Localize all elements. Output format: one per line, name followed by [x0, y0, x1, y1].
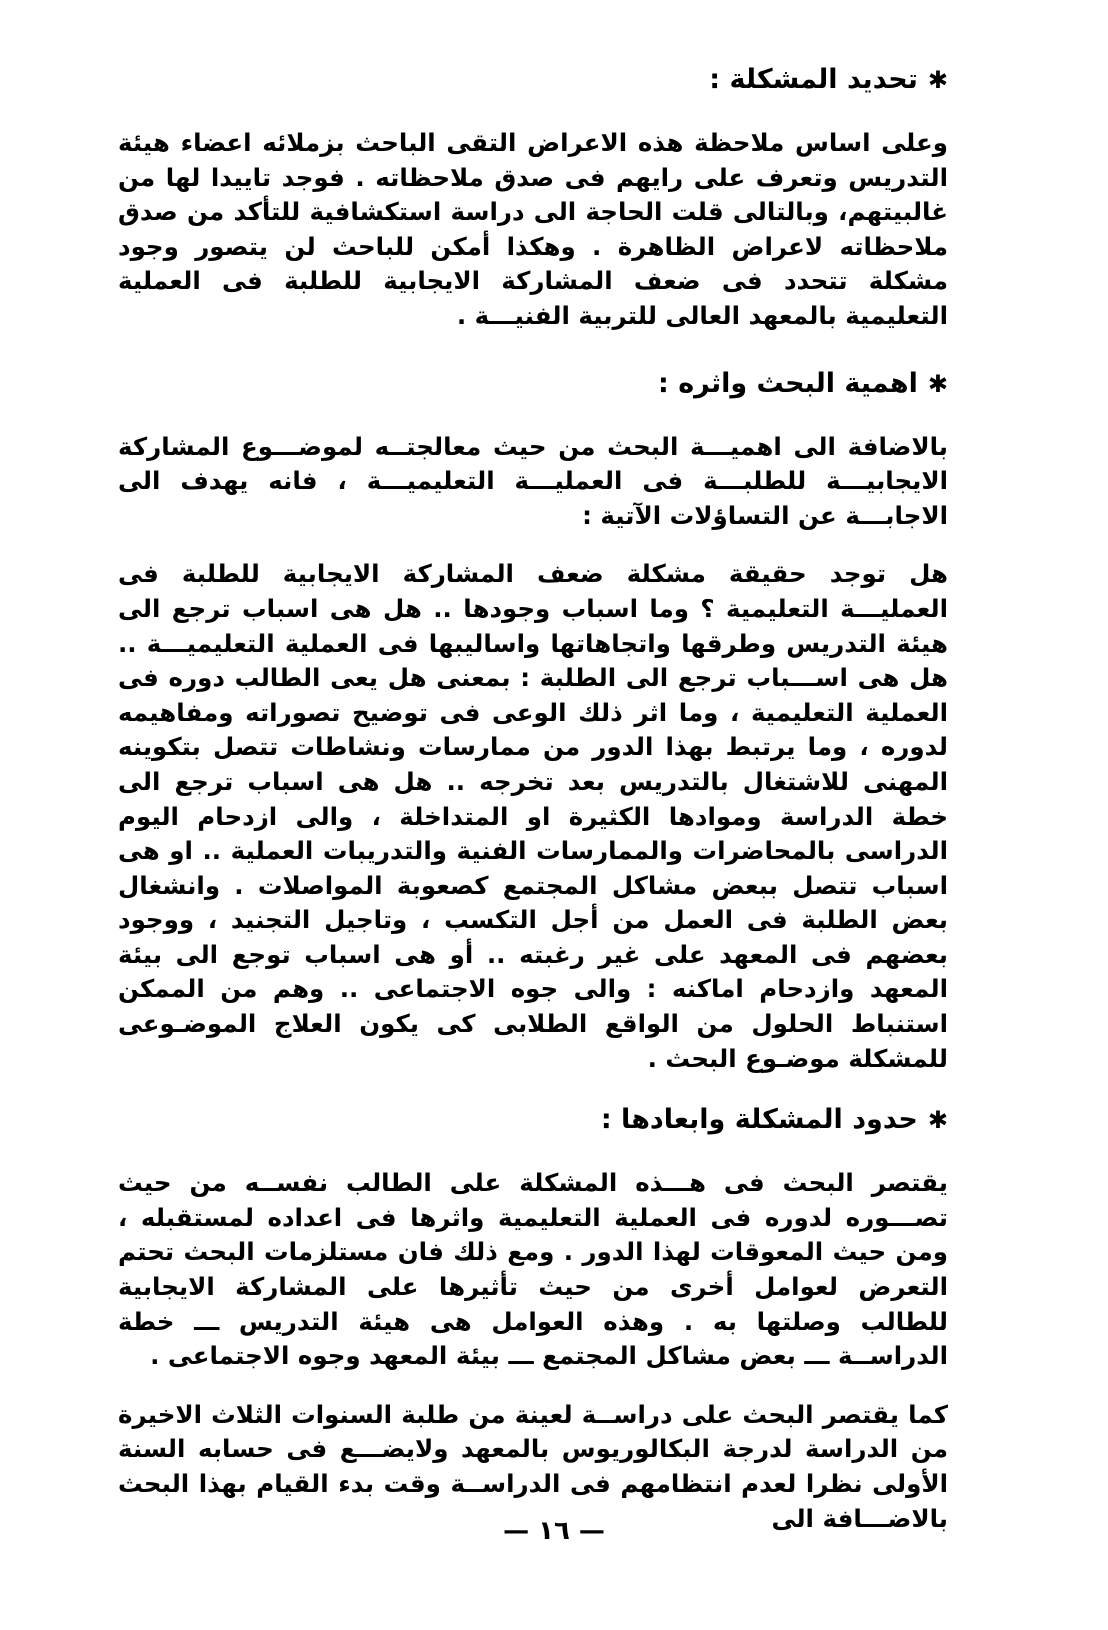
section-heading-research-importance: [118, 364, 948, 404]
document-page: [118, 60, 948, 1536]
paragraph: يقتصر البحث فى هـــذه المشكلة على الطالب نفســه من حيث تصـــوره لدوره فى العملية التعليمية واثرها فى اعداده لمستقبله ، ومن حيث المعوقات لهذا الدور . ومع ذلك فان مستلزمات البحث تحتم التعرض لعوامل أخرى من حيث تأثيرها على المشاركة الايجابية للطالب وصلتها به . وهذه العوامل هى هيئة التدريس ـــ خطة الدراســة ـــ بعض مشاكل المجتمع ـــ بيئة المعهد وجوه الاجتماعى .: [118, 1168, 948, 1371]
section-heading-text: تحديد المشكلة :: [709, 64, 918, 95]
asterisk-bullet-icon: ✱: [927, 1106, 948, 1135]
paragraph: وعلى اساس ملاحظة هذه الاعراض التقى الباحث بزملائه اعضاء هيئة التدريس وتعرف على رايهم فى صدق ملاحظاته . فوجد تاييدا لها من غالبيتهم، وبالتالى قلت الحاجة الى دراسة استكشافية للتأكد من صدق ملاحظاته لاعراض الظاهرة . وهكذا أمكن للباحث لن يتصور وجود مشكلة تتحدد فى ضعف المشاركة الايجابية للطلبة فى العملية التعليمية بالمعهد العالى للتربية الفنيـــة .: [118, 128, 948, 330]
asterisk-bullet-icon: ✱: [927, 66, 948, 94]
paragraph: كما يقتصر البحث على دراســة لعينة من طلبة السنوات الثلاث الاخيرة من الدراسة لدرجة البكالوريوس بالمعهد ولايضـــع فى حسابه السنة الأولى نظرا لعدم انتظامهم فى الدراســة وقت بدء القيام بهذا البحث بالاضـــافة الى: [118, 1399, 948, 1533]
section-heading-text: حدود المشكلة وابعادها :: [600, 1104, 918, 1136]
section-heading-text: اهمية البحث واثره :: [658, 367, 918, 399]
paragraph: بالاضافة الى اهميـــة البحث من حيث معالجتــه لموضـــوع المشاركة الايجابيـــة للطلبـــة فى العمليـــة التعليميـــة ، فانه يهدف الى الاجابـــة عن التساؤلات الآتية :: [118, 431, 948, 530]
paragraph: هل توجد حقيقة مشكلة ضعف المشاركة الايجابية للطلبة فى العمليـــة التعليمية ؟ وما اسباب وجودها .. هل هى اسباب ترجع الى هيئة التدريس وطرقها واتجاهاتها واساليبها فى العملية التعليميـــة .. هل هى اســـباب ترجع الى الطلبة : بمعنى هل يعى الطالب دوره فى العملية التعليمية ، وما اثر ذلك الوعى فى توضيح تصوراته ومفاهيمه لدوره ، وما يرتبط بهذا الدور من ممارسات ونشاطات تتصل بتكوينه المهنى للاشتغال بالتدريس بعد تخرجه .. هل هى اسباب ترجع الى خطة الدراسة وموادها الكثيرة او المتداخلة ، والى ازدحام اليوم الدراسى بالمحاضرات والممارسات الفنية والتدريبات العملية .. او هى اسباب تتصل ببعض مشاكل المجتمع كصعوبة المواصلات . وانشغال بعض الطلبة فى العمل من أجل التكسب ، وتاجيل التجنيد ، ووجود بعضهم فى المعهد على غير رغبته .. أو هى اسباب توجع الى بيئة المعهد وازدحام اماكنه : والى جوه الاجتماعى .. وهم من الممكن استنباط الحلول من الواقع الطلابى كى يكون العلاج الموضـوعى للمشكلة موضـوع البحث .: [118, 559, 948, 1073]
page-number: — ١٦ —: [503, 1516, 605, 1546]
section-heading-problem-limits: [118, 1100, 948, 1140]
section-heading-problem-definition: [118, 60, 948, 100]
asterisk-bullet-icon: ✱: [927, 369, 948, 398]
